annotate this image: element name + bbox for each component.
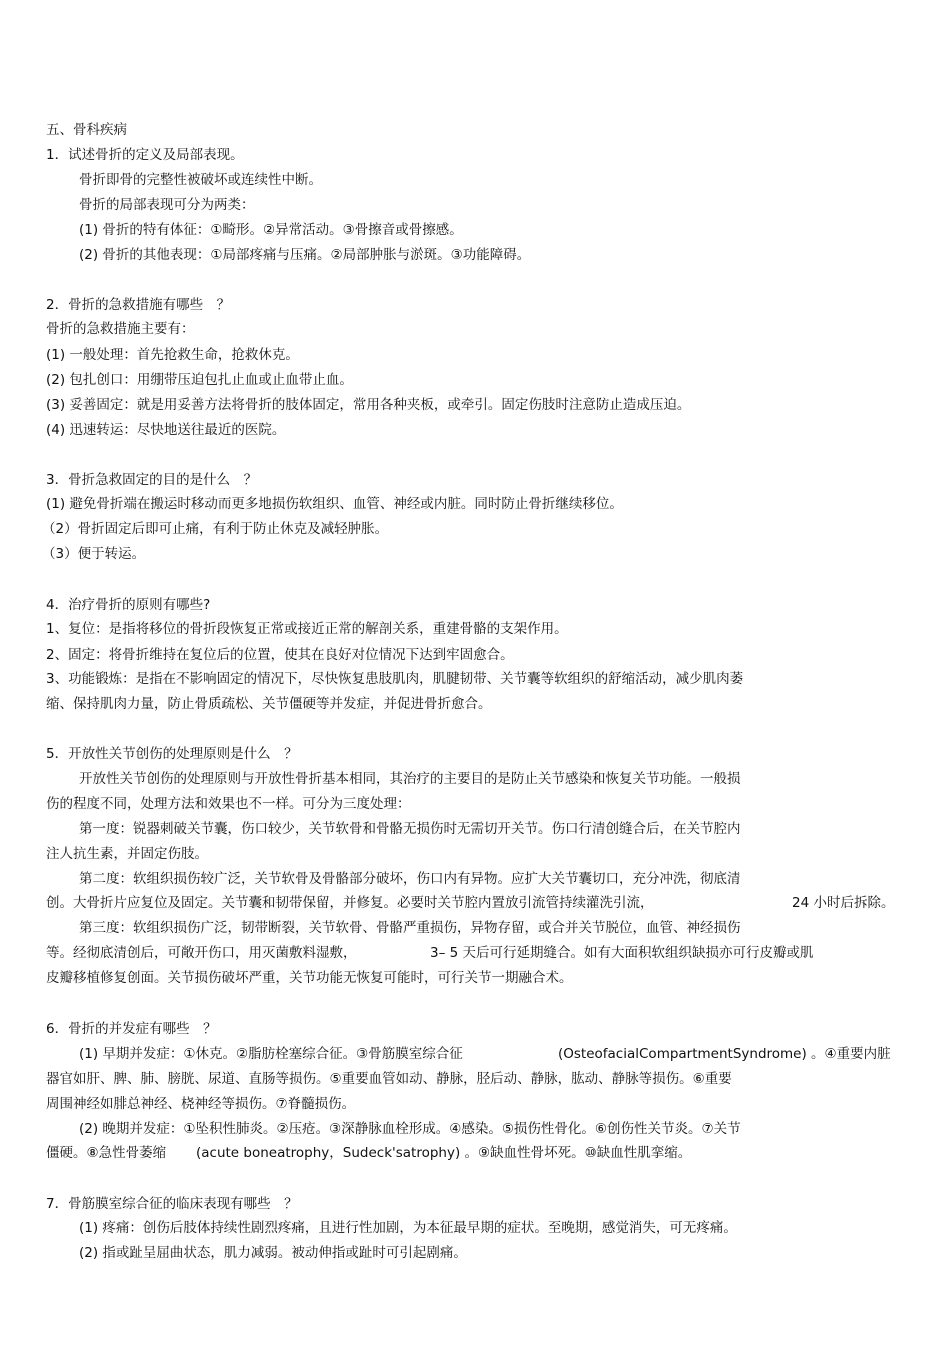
question-4-heading: 4．治疗骨折的原则有哪些? <box>46 597 211 613</box>
q2-item-1: (1) 一般处理：首先抢救生命，抢救休克。 <box>46 347 299 363</box>
q2-intro: 骨折的急救措施主要有： <box>46 321 195 337</box>
q6-late-line-2-end: (acute boneatrophy，Sudeck'satrophy) 。⑨缺血性骨坏死。⑩缺血性肌挛缩。 <box>196 1145 692 1161</box>
q7-item-2: (2) 指或趾呈屈曲状态，肌力减弱。被动伸指或趾时可引起剧痛。 <box>79 1245 467 1261</box>
q5-degree-1-line-2: 注人抗生素，并固定伤肢。 <box>46 846 208 862</box>
q1-intro: 骨折的局部表现可分为两类： <box>79 197 255 213</box>
q6-early-line-3: 周围神经如腓总神经、桡神经等损伤。⑦脊髓损伤。 <box>46 1096 356 1112</box>
q7-item-1: (1) 疼痛：创伤后肢体持续性剧烈疼痛，且进行性加剧，为本征最早期的症状。至晚期，感觉消失，可无疼痛。 <box>79 1220 737 1236</box>
q5-degree-2-line-2: 创。大骨折片应复位及固定。关节囊和韧带保留，并修复。必要时关节腔内置放引流管持续灌洗引流， <box>46 895 654 911</box>
question-6-heading: 6．骨折的并发症有哪些 ？ <box>46 1021 217 1037</box>
q6-late-line-2: 僵硬。⑧急性骨萎缩 <box>46 1145 167 1161</box>
q4-item-1: 1、复位：是指将移位的骨折段恢复正常或接近正常的解剖关系，重建骨骼的支架作用。 <box>46 621 568 637</box>
question-1-heading: 1．试述骨折的定义及局部表现。 <box>46 147 244 163</box>
q4-item-3-line-1: 3、功能锻炼：是指在不影响固定的情况下，尽快恢复患肢肌肉，肌腱韧带、关节囊等软组织的舒缩活动，减少肌肉萎 <box>46 671 744 687</box>
q6-late-line-1: (2) 晚期并发症：①坠积性肺炎。②压疮。③深静脉血栓形成。④感染。⑤损伤性骨化。⑥创伤性关节炎。⑦关节 <box>79 1121 741 1137</box>
question-3-heading: 3．骨折急救固定的目的是什么 ？ <box>46 472 258 488</box>
question-2-heading: 2．骨折的急救措施有哪些 ？ <box>46 297 231 313</box>
question-5-heading: 5．开放性关节创伤的处理原则是什么 ？ <box>46 746 298 762</box>
q2-item-2: (2) 包扎创口：用绷带压迫包扎止血或止血带止血。 <box>46 372 353 388</box>
section-title: 五、骨科疾病 <box>46 122 127 138</box>
q5-degree-2-line-1: 第二度：软组织损伤较广泛，关节软骨及骨骼部分破坏，伤口内有异物。应扩大关节囊切口，充分冲洗，彻底清 <box>79 871 741 887</box>
q5-degree-3-line-3: 皮瓣移植修复创面。关节损伤破坏严重，关节功能无恢复可能时，可行关节一期融合术。 <box>46 970 573 986</box>
q5-degree-3-line-2-end: 3– 5 天后可行延期缝合。如有大面积软组织缺损亦可行皮瓣或肌 <box>430 945 814 961</box>
q1-item-2: (2) 骨折的其他表现：①局部疼痛与压痛。②局部肿胀与淤斑。③功能障碍。 <box>79 247 531 263</box>
q5-degree-2-line-2-end: 24 小时后拆除。 <box>792 895 895 911</box>
q3-item-3: （3）便于转运。 <box>42 546 146 562</box>
q5-intro-line-1: 开放性关节创伤的处理原则与开放性骨折基本相同，其治疗的主要目的是防止关节感染和恢复关节功能。一般损 <box>79 771 741 787</box>
q6-early-line-1: (1) 早期并发症：①休克。②脂肪栓塞综合征。③骨筋膜室综合征 <box>79 1046 463 1062</box>
q5-intro-line-2: 伤的程度不同，处理方法和效果也不一样。可分为三度处理： <box>46 796 411 812</box>
q4-item-2: 2、固定：将骨折维持在复位后的位置，使其在良好对位情况下达到牢固愈合。 <box>46 647 514 663</box>
q6-early-line-1-end: (OsteofacialCompartmentSyndrome) 。④重要内脏 <box>558 1046 891 1062</box>
q5-degree-3-line-1: 第三度：软组织损伤广泛，韧带断裂，关节软骨、骨骼严重损伤，异物存留，或合并关节脱位，血管、神经损伤 <box>79 920 741 936</box>
q5-degree-1-line-1: 第一度：锐器刺破关节囊，伤口较少，关节软骨和骨骼无损伤时无需切开关节。伤口行清创缝合后，在关节腔内 <box>79 821 741 837</box>
q2-item-4: (4) 迅速转运：尽快地送往最近的医院。 <box>46 422 286 438</box>
q5-degree-3-line-2: 等。经彻底清创后，可敞开伤口，用灭菌敷料湿敷， <box>46 945 357 961</box>
question-7-heading: 7．骨筋膜室综合征的临床表现有哪些 ？ <box>46 1196 298 1212</box>
q2-item-3: (3) 妥善固定：就是用妥善方法将骨折的肢体固定，常用各种夹板，或牵引。固定伤肢时注意防止造成压迫。 <box>46 397 691 413</box>
q6-early-line-2: 器官如肝、脾、肺、膀胱、尿道、直肠等损伤。⑤重要血管如动、静脉，胫后动、静脉，肱动、静脉等损伤。⑥重要 <box>46 1071 732 1087</box>
q4-item-3-line-2: 缩、保持肌肉力量，防止骨质疏松、关节僵硬等并发症，并促进骨折愈合。 <box>46 696 492 712</box>
q3-item-2: （2）骨折固定后即可止痛，有利于防止休克及减轻肿胀。 <box>42 521 389 537</box>
q1-item-1: (1) 骨折的特有体征：①畸形。②异常活动。③骨擦音或骨擦感。 <box>79 222 463 238</box>
q1-definition: 骨折即骨的完整性被破坏或连续性中断。 <box>79 172 322 188</box>
q3-item-1: (1) 避免骨折端在搬运时移动而更多地损伤软组织、血管、神经或内脏。同时防止骨折继续移位。 <box>46 496 623 512</box>
